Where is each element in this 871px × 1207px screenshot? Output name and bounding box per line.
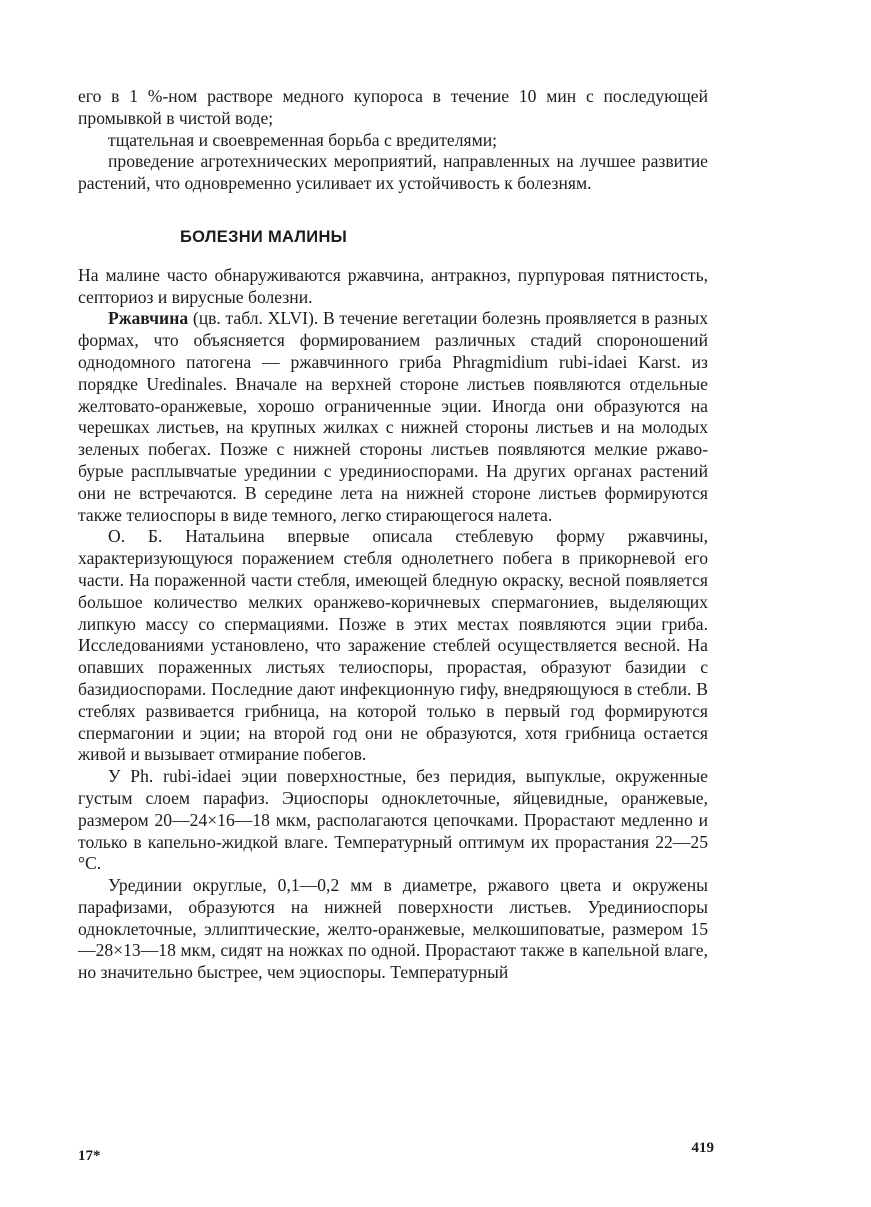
page-body	[78, 86, 708, 984]
natalina-paragraph: О. Б. Натальина впервые описала стеблевую форму ржавчины, характеризующуюся поражением стебля однолетнего побега в прикорневой его части. На пораженной части стебля, имеющей бледную окраску, весной появляется большое количество мелких оранжево-коричневых спермагониев, выделяющих липкую массу со спермациями. Позже в этих местах появляются эции гриба. Исследованиями установлено, что заражение стеблей осуществляется весной. На опавших пораженных листьях телиоспоры, прорастая, образуют базидии с базидиоспорами. Последние дают инфекционную гифу, внедряющуюся в стебли. В стеблях развивается грибница, на которой только в первый год формируются спермагонии и эции; на второй год они не образуются, хотя грибница остается живой и вызывает отмирание побегов.	[78, 526, 708, 765]
intro-paragraph-2: тщательная и своевременная борьба с вредителями;	[108, 129, 498, 150]
rust-text: (цв. табл. XLVI). В течение вегетации болезнь проявляется в разных формах, что объясняется формированием различных стадий спороношений однодомного патогена — ржавчинного гриба Phragmidium rubi-idaei Karst. из порядке Uredinales. Вначале на верхней стороне листьев появляются отдельные желтовато-оранжевые, хорошо ограниченные эции. Иногда они образуются на черешках листьев, на крупных жилках с нижней стороны листьев и на молодых зеленых побегах. Позже с нижней стороны листьев появляются мелкие ржаво-бурые расплывчатые урединии с урединиоспорами. На других органах растений они не встречаются. В середине лета на нижней стороне листьев формируются также телиоспоры в виде темного, легко стирающегося налета.	[78, 308, 708, 525]
intro-paragraph-3: проведение агротехнических мероприятий, направленных на лучшее развитие растений, что одновременно усиливает их устойчивость к болезням.	[78, 151, 708, 194]
rust-paragraph	[78, 308, 708, 526]
uredinia-paragraph: Урединии округлые, 0,1—0,2 мм в диаметре, ржавого цвета и окружены парафизами, образуются на нижней поверхности листьев. Урединиоспоры одноклеточные, эллиптические, желто-оранжевые, мелкошиповатые, размером 15—28×13—18 мкм, сидят на ножках по одной. Прорастают также в капельной влаге, но значительно быстрее, чем эциоспоры. Температурный	[78, 875, 708, 983]
signature-mark: 17*	[78, 1148, 101, 1164]
section-lead-paragraph: На малине часто обнаруживаются ржавчина, антракноз, пурпуровая пятнистость, септориоз и вирусные болезни.	[78, 264, 708, 307]
page-footer	[78, 1140, 714, 1164]
page-number: 419	[691, 1140, 714, 1156]
rust-term: Ржавчина	[108, 308, 189, 329]
intro-paragraph-1: его в 1 %-ном растворе медного купороса в течение 10 мин с последующей промывкой в чистой воде;	[78, 86, 708, 128]
aecia-paragraph: У Ph. rubi-idaei эции поверхностные, без перидия, выпуклые, окруженные густым слоем парафиз. Эциоспоры одноклеточные, яйцевидные, оранжевые, размером 20—24×16—18 мкм, располагаются цепочками. Прорастают медленно и только в капельно-жидкой влаге. Температурный оптимум их прорастания 22—25 °С.	[78, 766, 708, 874]
section-heading: БОЛЕЗНИ МАЛИНЫ	[180, 227, 348, 246]
